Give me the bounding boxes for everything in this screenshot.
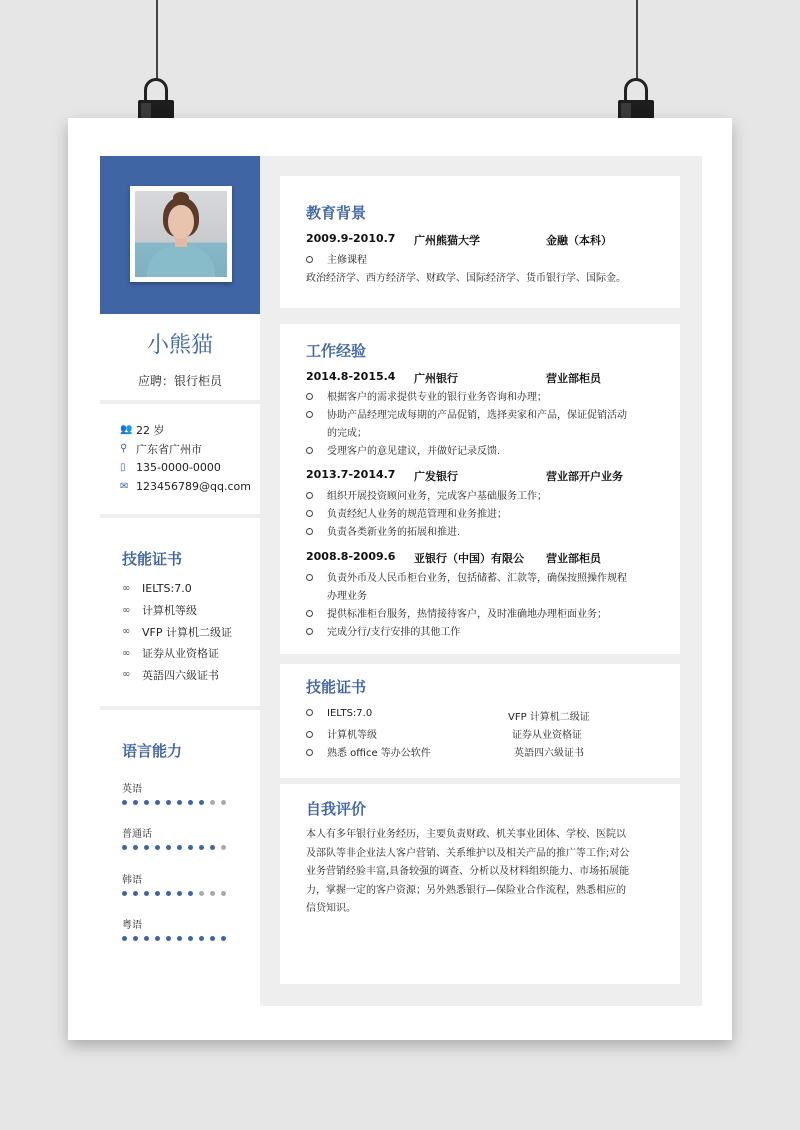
level-dot-filled xyxy=(166,936,171,941)
language-cantonese: 粤语 xyxy=(122,916,226,941)
job-head: 2014.8-2015.4 广州银行 营业部柜员 xyxy=(306,370,601,385)
hanging-wire-right xyxy=(636,0,638,80)
list-item: ∞ IELTS:7.0 xyxy=(122,582,192,596)
level-dot-filled xyxy=(155,800,160,805)
bullet-continuation: 的完成； xyxy=(327,428,367,439)
list-item: 负责外币及人民币柜台业务，包括储蓄、汇款等，确保按照操作规程 xyxy=(306,569,627,584)
self-eval-card xyxy=(280,784,680,984)
level-dot-filled xyxy=(122,891,127,896)
resume-sheet xyxy=(68,118,732,1040)
contact-phone: ▯ 135-0000-0000 xyxy=(120,461,221,474)
list-item: 协助产品经理完成每期的产品促销，选择卖家和产品，保证促销活动 xyxy=(306,406,627,421)
contact-location: ⚲ 广东省广州市 xyxy=(120,442,202,456)
level-dot-empty xyxy=(221,845,226,850)
section-title: 自我评价 xyxy=(306,800,367,818)
list-item: 完成分行/支行安排的其他工作 xyxy=(306,623,460,638)
level-dot-filled xyxy=(188,936,193,941)
section-title: 教育背景 xyxy=(306,204,367,222)
level-dots xyxy=(122,845,226,850)
experience-card xyxy=(280,324,680,654)
job-head: 2008.8-2009.6 亚银行（中国）有限公 营业部柜员 xyxy=(306,550,601,565)
job-head: 2013.7-2014.7 广发银行 营业部开户业务 xyxy=(306,468,623,483)
level-dot-filled xyxy=(188,845,193,850)
list-item: 主修课程 xyxy=(306,251,367,266)
level-dots xyxy=(122,800,226,805)
level-dots xyxy=(122,936,226,941)
list-item: 计算机等级 xyxy=(306,726,377,741)
level-dot-empty xyxy=(199,891,204,896)
skills-card xyxy=(280,664,680,778)
list-item: 负责各类新业务的拓展和推进. xyxy=(306,523,460,538)
divider xyxy=(100,706,260,710)
list-item: VFP 计算机二级证 xyxy=(508,712,590,723)
level-dot-filled xyxy=(177,845,182,850)
list-item: ∞ 计算机等级 xyxy=(122,604,197,618)
phone-icon: ▯ xyxy=(120,462,126,473)
level-dot-filled xyxy=(122,800,127,805)
level-dot-filled xyxy=(144,891,149,896)
level-dot-filled xyxy=(177,936,182,941)
level-dot-filled xyxy=(144,936,149,941)
education-head: 2009.9-2010.7 广州熊猫大学 金融（本科） xyxy=(306,232,612,247)
level-dot-filled xyxy=(155,845,160,850)
level-dot-filled xyxy=(188,800,193,805)
list-item: 负责经纪人业务的规范管理和业务推进； xyxy=(306,505,507,520)
bullet-continuation: 办理业务 xyxy=(327,591,367,602)
level-dot-empty xyxy=(210,800,215,805)
level-dot-filled xyxy=(166,845,171,850)
level-dot-filled xyxy=(166,891,171,896)
skills-list xyxy=(122,578,232,686)
contact-age: 👥 22 岁 xyxy=(120,423,165,437)
section-title: 工作经验 xyxy=(306,342,367,360)
level-dot-filled xyxy=(122,936,127,941)
list-item: 组织开展投资顾问业务，完成客户基础服务工作； xyxy=(306,487,547,502)
list-item: ∞ VFP 计算机二级证 xyxy=(122,625,232,639)
education-card xyxy=(280,176,680,308)
level-dots xyxy=(122,891,226,896)
level-dot-filled xyxy=(210,936,215,941)
level-dot-filled xyxy=(144,845,149,850)
list-item: 英語四六級证书 xyxy=(514,748,584,759)
hanging-wire-left xyxy=(156,0,158,80)
level-dot-filled xyxy=(133,845,138,850)
language-korean: 韩语 xyxy=(122,871,226,896)
language-title: 语言能力 xyxy=(122,742,183,760)
contact-list xyxy=(120,420,251,496)
level-dot-filled xyxy=(133,936,138,941)
list-item: 受理客户的意见建议，并做好记录反馈. xyxy=(306,442,500,457)
level-dot-empty xyxy=(221,891,226,896)
link-icon: ∞ xyxy=(122,604,131,616)
link-icon: ∞ xyxy=(122,626,131,638)
language-english: 英语 xyxy=(122,780,226,805)
level-dot-filled xyxy=(199,845,204,850)
course-list: 政治经济学、西方经济学、财政学、国际经济学、货币银行学、国际金。 xyxy=(306,273,626,284)
list-item: ∞ 英語四六級证书 xyxy=(122,668,219,682)
list-item: ∞ 证券从业资格证 xyxy=(122,647,219,661)
photo-block xyxy=(100,156,260,314)
level-dot-filled xyxy=(144,800,149,805)
level-dot-filled xyxy=(177,891,182,896)
apply-position: 应聘：银行柜员 xyxy=(137,374,222,388)
candidate-name: 小熊猫 xyxy=(146,333,213,358)
level-dot-filled xyxy=(199,936,204,941)
level-dot-filled xyxy=(188,891,193,896)
list-item: 根据客户的需求提供专业的银行业务咨询和办理； xyxy=(306,388,547,403)
section-title: 技能证书 xyxy=(306,678,367,696)
language-mandarin: 普通话 xyxy=(122,825,226,850)
link-icon: ∞ xyxy=(122,583,131,595)
list-item: 提供标准柜台服务，热情接待客户，及时准确地办理柜面业务； xyxy=(306,605,607,620)
level-dot-filled xyxy=(122,845,127,850)
level-dot-filled xyxy=(155,936,160,941)
level-dot-filled xyxy=(133,800,138,805)
level-dot-filled xyxy=(199,800,204,805)
list-item: IELTS:7.0 xyxy=(306,708,372,719)
list-item: 熟悉 office 等办公软件 xyxy=(306,744,431,759)
level-dot-filled xyxy=(177,800,182,805)
level-dot-filled xyxy=(210,845,215,850)
user-icon: 👥 xyxy=(120,424,133,435)
location-icon: ⚲ xyxy=(120,443,128,454)
skills-title: 技能证书 xyxy=(122,550,183,568)
contact-email[interactable]: ✉ 123456789@qq.com xyxy=(120,480,251,493)
divider xyxy=(100,514,260,518)
link-icon: ∞ xyxy=(122,647,131,659)
avatar xyxy=(130,186,232,282)
self-eval-text: 本人有多年银行业务经历，主要负责财政、机关事业团体、学校、医院以 及部队等非企业法人客户营销、关系维护以及相关产品的推广等工作;对公 业务营销经验丰富,具备较强的调查、分析以及材料组织能力、市场拓展能 力，掌握一定的客户资源；另外熟悉银行—保险业合作流程，熟悉相应的 信贷知识。 xyxy=(306,829,630,914)
link-icon: ∞ xyxy=(122,669,131,681)
level-dot-filled xyxy=(133,891,138,896)
level-dot-empty xyxy=(221,800,226,805)
level-dot-filled xyxy=(221,936,226,941)
portrait-photo xyxy=(135,191,227,277)
level-dot-filled xyxy=(166,800,171,805)
level-dot-filled xyxy=(155,891,160,896)
sidebar xyxy=(100,156,260,1006)
email-icon: ✉ xyxy=(120,481,129,492)
level-dot-empty xyxy=(210,891,215,896)
list-item: 证券从业资格证 xyxy=(512,730,582,741)
divider xyxy=(100,400,260,404)
